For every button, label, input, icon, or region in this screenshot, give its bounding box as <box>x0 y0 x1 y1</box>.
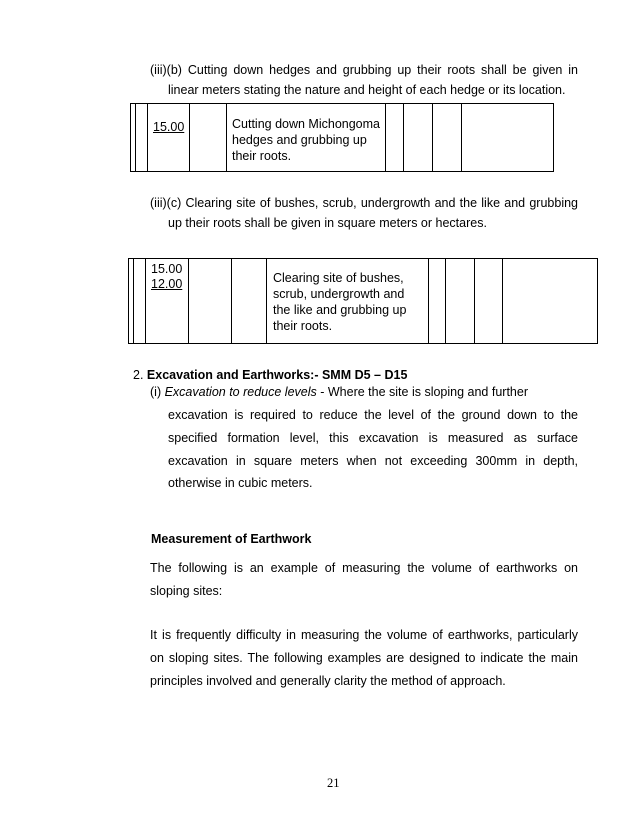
item-iii-b-line2: linear meters stating the nature and height of each hedge or its location. <box>168 83 566 97</box>
dimension-table-1 <box>130 103 554 172</box>
item-i-line3: specified formation level, this excavation is measured as surface <box>168 431 578 445</box>
table2-desc-line-3: the like and grubbing up <box>273 303 407 317</box>
measurement-para1-line2: sloping sites: <box>150 584 223 598</box>
table1-desc-line-2: hedges and grubbing up <box>232 133 367 147</box>
measurement-heading: Measurement of Earthwork <box>151 532 312 546</box>
item-i-label: (i) <box>150 385 162 399</box>
table2-quantity-1: 15.00 <box>151 262 183 276</box>
item-i-line1-rest: - Where the site is sloping and further <box>316 385 528 399</box>
item-i-line2: excavation is required to reduce the level of the ground down to the <box>168 408 578 422</box>
section-2-heading <box>133 367 407 383</box>
measurement-para2-line2: on sloping sites. The following examples are designed to indicate the main <box>150 651 578 665</box>
item-i-line5: otherwise in cubic meters. <box>168 476 313 490</box>
measurement-para2-line1: It is frequently difficulty in measuring the volume of earthworks, particularly <box>150 628 578 642</box>
item-i-title: Excavation to reduce levels <box>164 385 317 399</box>
section-2-title: Excavation and Earthworks:- SMM D5 – D15 <box>146 368 408 382</box>
item-iii-c-line2: up their roots shall be given in square meters or hectares. <box>168 216 487 230</box>
item-i-line1 <box>150 384 528 400</box>
table1-desc-line-3: their roots. <box>232 149 292 163</box>
table2-desc-line-1: Clearing site of bushes, <box>273 271 404 285</box>
table2-desc-line-4: their roots. <box>273 319 333 333</box>
table2-desc-line-2: scrub, undergrowth and <box>273 287 405 301</box>
page-number: 21 <box>327 776 340 790</box>
item-i-line4: excavation in square meters when not exceeding 300mm in depth, <box>168 454 578 468</box>
item-iii-c-line1: (iii)(c) Clearing site of bushes, scrub, undergrowth and the like and grubbing <box>150 196 578 210</box>
table2-quantity-2: 12.00 <box>151 277 183 291</box>
measurement-para1-line1: The following is an example of measuring the volume of earthworks on <box>150 561 578 575</box>
table1-desc-line-1: Cutting down Michongoma <box>232 117 380 131</box>
dimension-table-2 <box>128 258 598 344</box>
measurement-para2-line3: principles involved and generally clarity the method of approach. <box>150 674 506 688</box>
item-iii-b-line1: (iii)(b) Cutting down hedges and grubbing up their roots shall be given in <box>150 63 578 77</box>
section-2-number: 2. <box>133 368 144 382</box>
table1-quantity: 15.00 <box>153 120 185 134</box>
